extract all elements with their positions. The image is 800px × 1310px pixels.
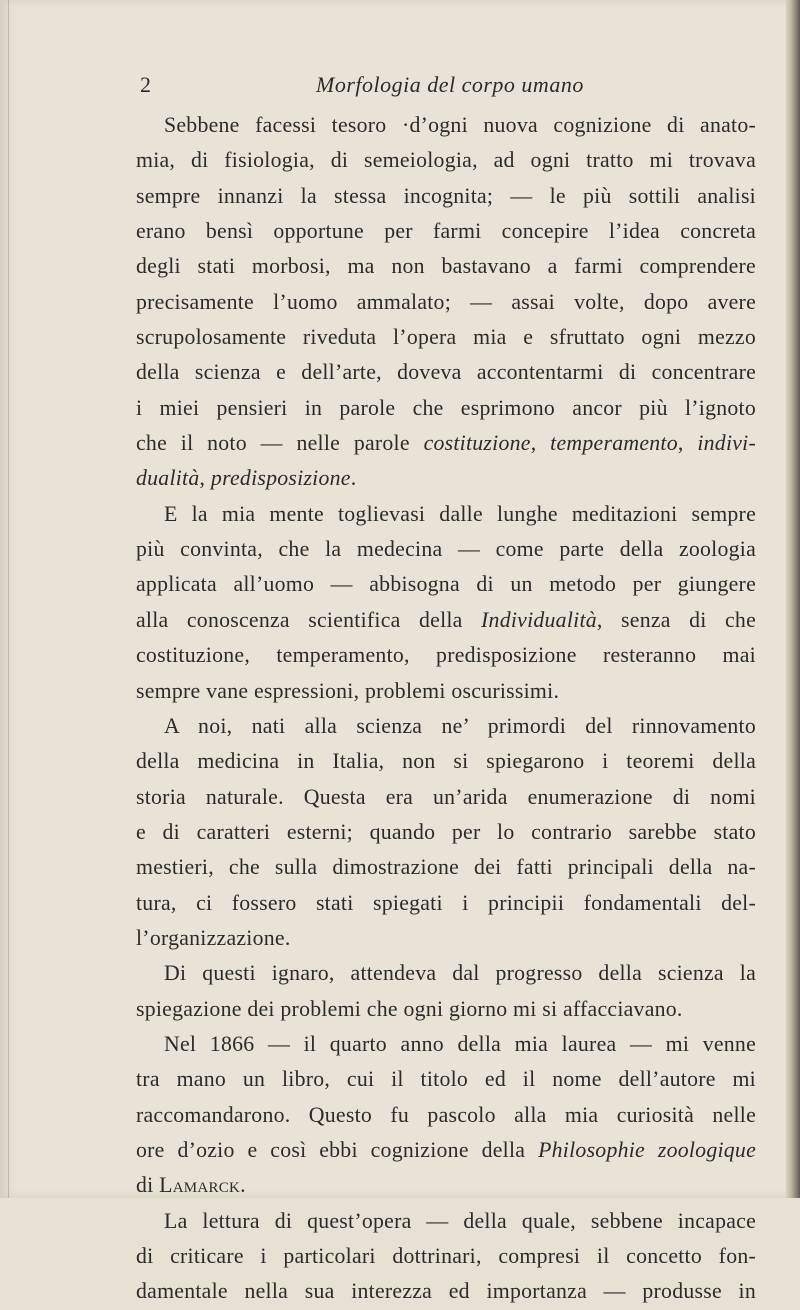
text-run: che il noto — nelle parole — [136, 431, 424, 456]
author-name-smallcaps: Lamarck — [159, 1173, 241, 1198]
text-line: mia, di fisiologia, di semeiologia, ad ogni tratto mi trovava — [136, 148, 756, 173]
italic-term-individualita: Individualità — [481, 607, 597, 632]
text-line — [136, 426, 756, 461]
text-line: erano bensì opportune per farmi concepire l’idea concreta — [136, 219, 756, 244]
text-line: scrupolosamente riveduta l’opera mia e sfruttato ogni mezzo — [136, 325, 756, 350]
text-line: applicata all’uomo — abbisogna di un metodo per giungere — [136, 572, 756, 597]
text-line: e di caratteri esterni; quando per lo contrario sarebbe stato — [136, 819, 756, 844]
text-line: della scienza e dell’arte, doveva accontentarmi di concentrare — [136, 360, 756, 385]
text-line: l’organizzazione. — [136, 925, 291, 950]
italic-term-temperamento: temperamento — [550, 431, 678, 456]
text-run: ore d’ozio e così ebbi cognizione della — [136, 1137, 539, 1162]
text-line: Nel 1866 — il quarto anno della mia laurea — mi venne — [164, 1031, 756, 1056]
text-run: . — [240, 1173, 246, 1198]
running-title: Morfologia del corpo umano — [316, 72, 584, 97]
italic-term-predisposizione: predisposizione — [210, 466, 351, 491]
text-run: , senza di che — [596, 607, 756, 632]
text-line — [136, 461, 756, 496]
page-edge-shadow — [786, 0, 800, 1198]
text-line: degli stati morbosi, ma non bastavano a farmi comprendere — [136, 254, 756, 279]
italic-title-philosophie-zoologique: Philosophie zoologique — [538, 1137, 756, 1162]
text-line: Di questi ignaro, attendeva dal progresso della scienza la — [164, 961, 756, 986]
text-line — [136, 1133, 756, 1168]
text-line: più convinta, che la medecina — come parte della zoologia — [136, 537, 756, 562]
text-line: E la mia mente toglievasi dalle lunghe meditazioni sempre — [164, 501, 756, 526]
italic-term-individualita-start: indivi- — [697, 431, 756, 456]
text-line: sempre innanzi la stessa incognita; — le più sottili analisi — [136, 183, 756, 208]
text-line: damentale nella sua interezza ed importanza — produsse in — [136, 1279, 756, 1304]
body-text — [136, 108, 756, 1310]
text-line: raccomandarono. Questo fu pascolo alla mia curiosità nelle — [136, 1102, 756, 1127]
text-line: sempre vane espressioni, problemi oscurissimi. — [136, 678, 560, 703]
italic-term-costituzione: costituzione — [423, 431, 531, 456]
text-run: . — [350, 466, 357, 491]
text-line: Sebbene facessi tesoro ·d’ogni nuova cognizione di anato- — [164, 113, 756, 137]
page-header — [110, 72, 760, 104]
text-line: tura, ci fossero stati spiegati i principii fondamentali del- — [136, 890, 756, 915]
text-line: i miei pensieri in parole che esprimono ancor più l’ignoto — [136, 395, 756, 420]
text-line: mestieri, che sulla dimostrazione dei fatti principali della na- — [136, 855, 756, 880]
page-number: 2 — [140, 72, 151, 97]
text-line — [136, 1168, 756, 1203]
text-line: precisamente l’uomo ammalato; — assai volte, dopo avere — [136, 289, 756, 314]
text-line: spiegazione dei problemi che ogni giorno mi si affacciavano. — [136, 996, 683, 1021]
text-run: , — [677, 431, 698, 456]
gutter-shadow-line — [8, 0, 9, 1198]
text-line — [136, 603, 756, 638]
text-line: costituzione, temperamento, predisposizione resteranno mai — [136, 643, 756, 668]
italic-term-individualita-end: dualità — [136, 466, 200, 491]
text-line: storia naturale. Questa era un’arida enumerazione di nomi — [136, 784, 756, 809]
text-line: di criticare i particolari dottrinari, compresi il concetto fon- — [136, 1244, 756, 1268]
text-run: di — [136, 1173, 160, 1198]
text-line: tra mano un libro, cui il titolo ed il nome dell’autore mi — [136, 1067, 756, 1092]
text-run: alla conoscenza scientifica della — [136, 607, 482, 632]
text-run: , — [530, 431, 551, 456]
text-line: La lettura di quest’opera — della quale, sebbene incapace — [164, 1208, 756, 1233]
text-line: della medicina in Italia, non si spiegarono i teoremi della — [136, 749, 756, 774]
text-run: , — [199, 466, 211, 491]
text-line: A noi, nati alla scienza ne’ primordi del rinnovamento — [164, 713, 756, 738]
